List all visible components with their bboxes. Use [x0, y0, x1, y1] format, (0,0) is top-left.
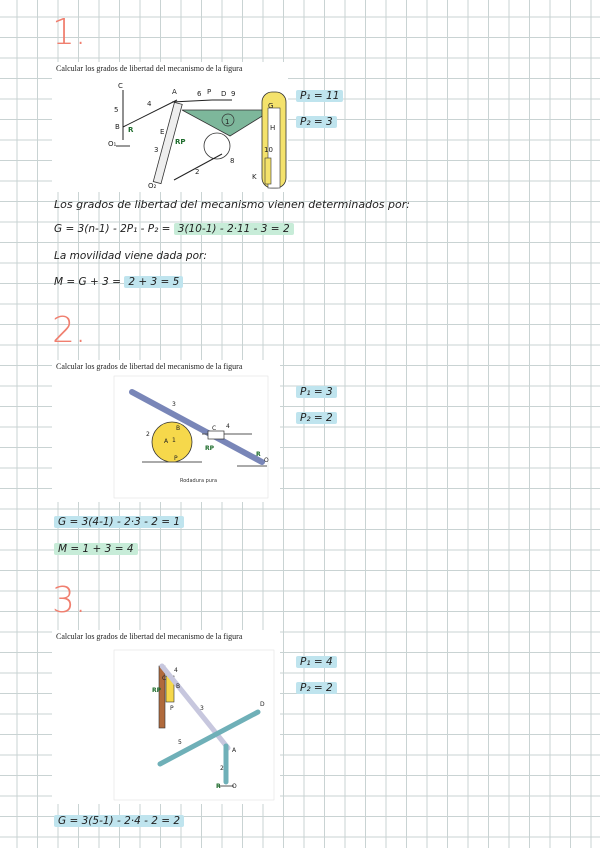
- mobility-prefix: M = G + 3 =: [54, 276, 121, 288]
- label-c: C: [162, 675, 167, 682]
- mechanism-diagram-2: [52, 360, 280, 502]
- label-n2: 2: [146, 431, 150, 438]
- p1-value-3: P₁ = 4: [296, 656, 337, 668]
- label-roll: Rodadura pura: [180, 478, 218, 484]
- label-n9: 9: [231, 90, 236, 98]
- section-number-3: 3.: [52, 580, 87, 621]
- label-a: A: [232, 747, 237, 754]
- label-n2: 2: [195, 168, 200, 176]
- label-o1: O₁: [108, 140, 117, 148]
- dof-equation-1: [54, 223, 294, 235]
- label-k: K: [252, 173, 257, 181]
- p2-value-1: P₂ = 3: [296, 116, 337, 128]
- label-n5: 5: [114, 106, 119, 114]
- label-rp: RP: [205, 445, 215, 452]
- label-n4: 4: [226, 423, 230, 430]
- p2-value-3: P₂ = 2: [296, 682, 337, 694]
- dof-equation-2: G = 3(4-1) - 2·3 - 2 = 1: [54, 516, 184, 528]
- mobility-equation-1: [54, 276, 183, 288]
- label-b: B: [176, 683, 181, 690]
- label-a: A: [164, 438, 169, 445]
- label-e: E: [160, 128, 165, 136]
- label-n10: 10: [264, 146, 273, 154]
- label-b: B: [176, 425, 181, 432]
- label-n5: 5: [178, 739, 182, 746]
- mechanism-diagram-3: [52, 630, 280, 804]
- mobility-intro-text: La movilidad viene dada por:: [54, 250, 207, 262]
- label-n1: 1: [225, 118, 230, 126]
- label-n6: 6: [197, 90, 202, 98]
- label-p: P: [170, 705, 174, 712]
- label-b: B: [115, 123, 120, 131]
- label-p: P: [174, 455, 178, 462]
- mobility-value: 2 + 3 = 5: [124, 276, 183, 288]
- mechanism-diagram-1: [52, 62, 288, 192]
- label-c: C: [212, 425, 217, 432]
- label-o2: O₂: [148, 182, 157, 190]
- dof-intro-text: Los grados de libertad del mecanismo vienen determinados por:: [54, 198, 410, 211]
- label-r: R: [216, 783, 221, 790]
- dof-equation-value: 3(10-1) - 2·11 - 3 = 2: [174, 223, 294, 235]
- label-n3: 3: [200, 705, 204, 712]
- figure-caption: Calcular los grados de libertad del mecanismo de la figura: [56, 64, 243, 73]
- figure-caption: Calcular los grados de libertad del mecanismo de la figura: [56, 362, 243, 371]
- figure-2: [52, 360, 280, 502]
- figure-3: [52, 630, 280, 804]
- label-r: R: [256, 451, 261, 458]
- dof-equation-prefix: G = 3(n-1) - 2P₁ - P₂ =: [54, 223, 171, 235]
- label-o: O: [264, 457, 269, 464]
- label-g: G: [268, 102, 274, 110]
- label-d: D: [260, 701, 265, 708]
- label-a: A: [172, 88, 177, 96]
- label-rp: RP: [152, 687, 162, 694]
- label-o: O: [232, 783, 237, 790]
- label-d: D: [221, 90, 227, 98]
- label-h: H: [270, 124, 276, 132]
- p2-value-2: P₂ = 2: [296, 412, 337, 424]
- dof-equation-3: G = 3(5-1) - 2·4 - 2 = 2: [54, 815, 184, 827]
- label-n4: 4: [147, 100, 152, 108]
- section-number-1: 1.: [52, 12, 87, 53]
- label-n4: 4: [174, 667, 178, 674]
- figure-caption: Calcular los grados de libertad del mecanismo de la figura: [56, 632, 243, 641]
- label-n1: 1: [172, 437, 176, 444]
- section-number-2: 2.: [52, 310, 87, 351]
- label-r: R: [128, 126, 134, 134]
- label-n8: 8: [230, 157, 235, 165]
- p1-value-2: P₁ = 3: [296, 386, 337, 398]
- label-n2: 2: [220, 765, 224, 772]
- label-n3: 3: [154, 146, 159, 154]
- p1-value-1: P₁ = 11: [296, 90, 343, 102]
- label-n3: 3: [172, 401, 176, 408]
- label-rp: RP: [175, 138, 186, 146]
- label-c: C: [118, 82, 123, 90]
- mobility-equation-2: M = 1 + 3 = 4: [54, 543, 138, 555]
- label-p: P: [207, 88, 212, 96]
- figure-1: [52, 62, 288, 192]
